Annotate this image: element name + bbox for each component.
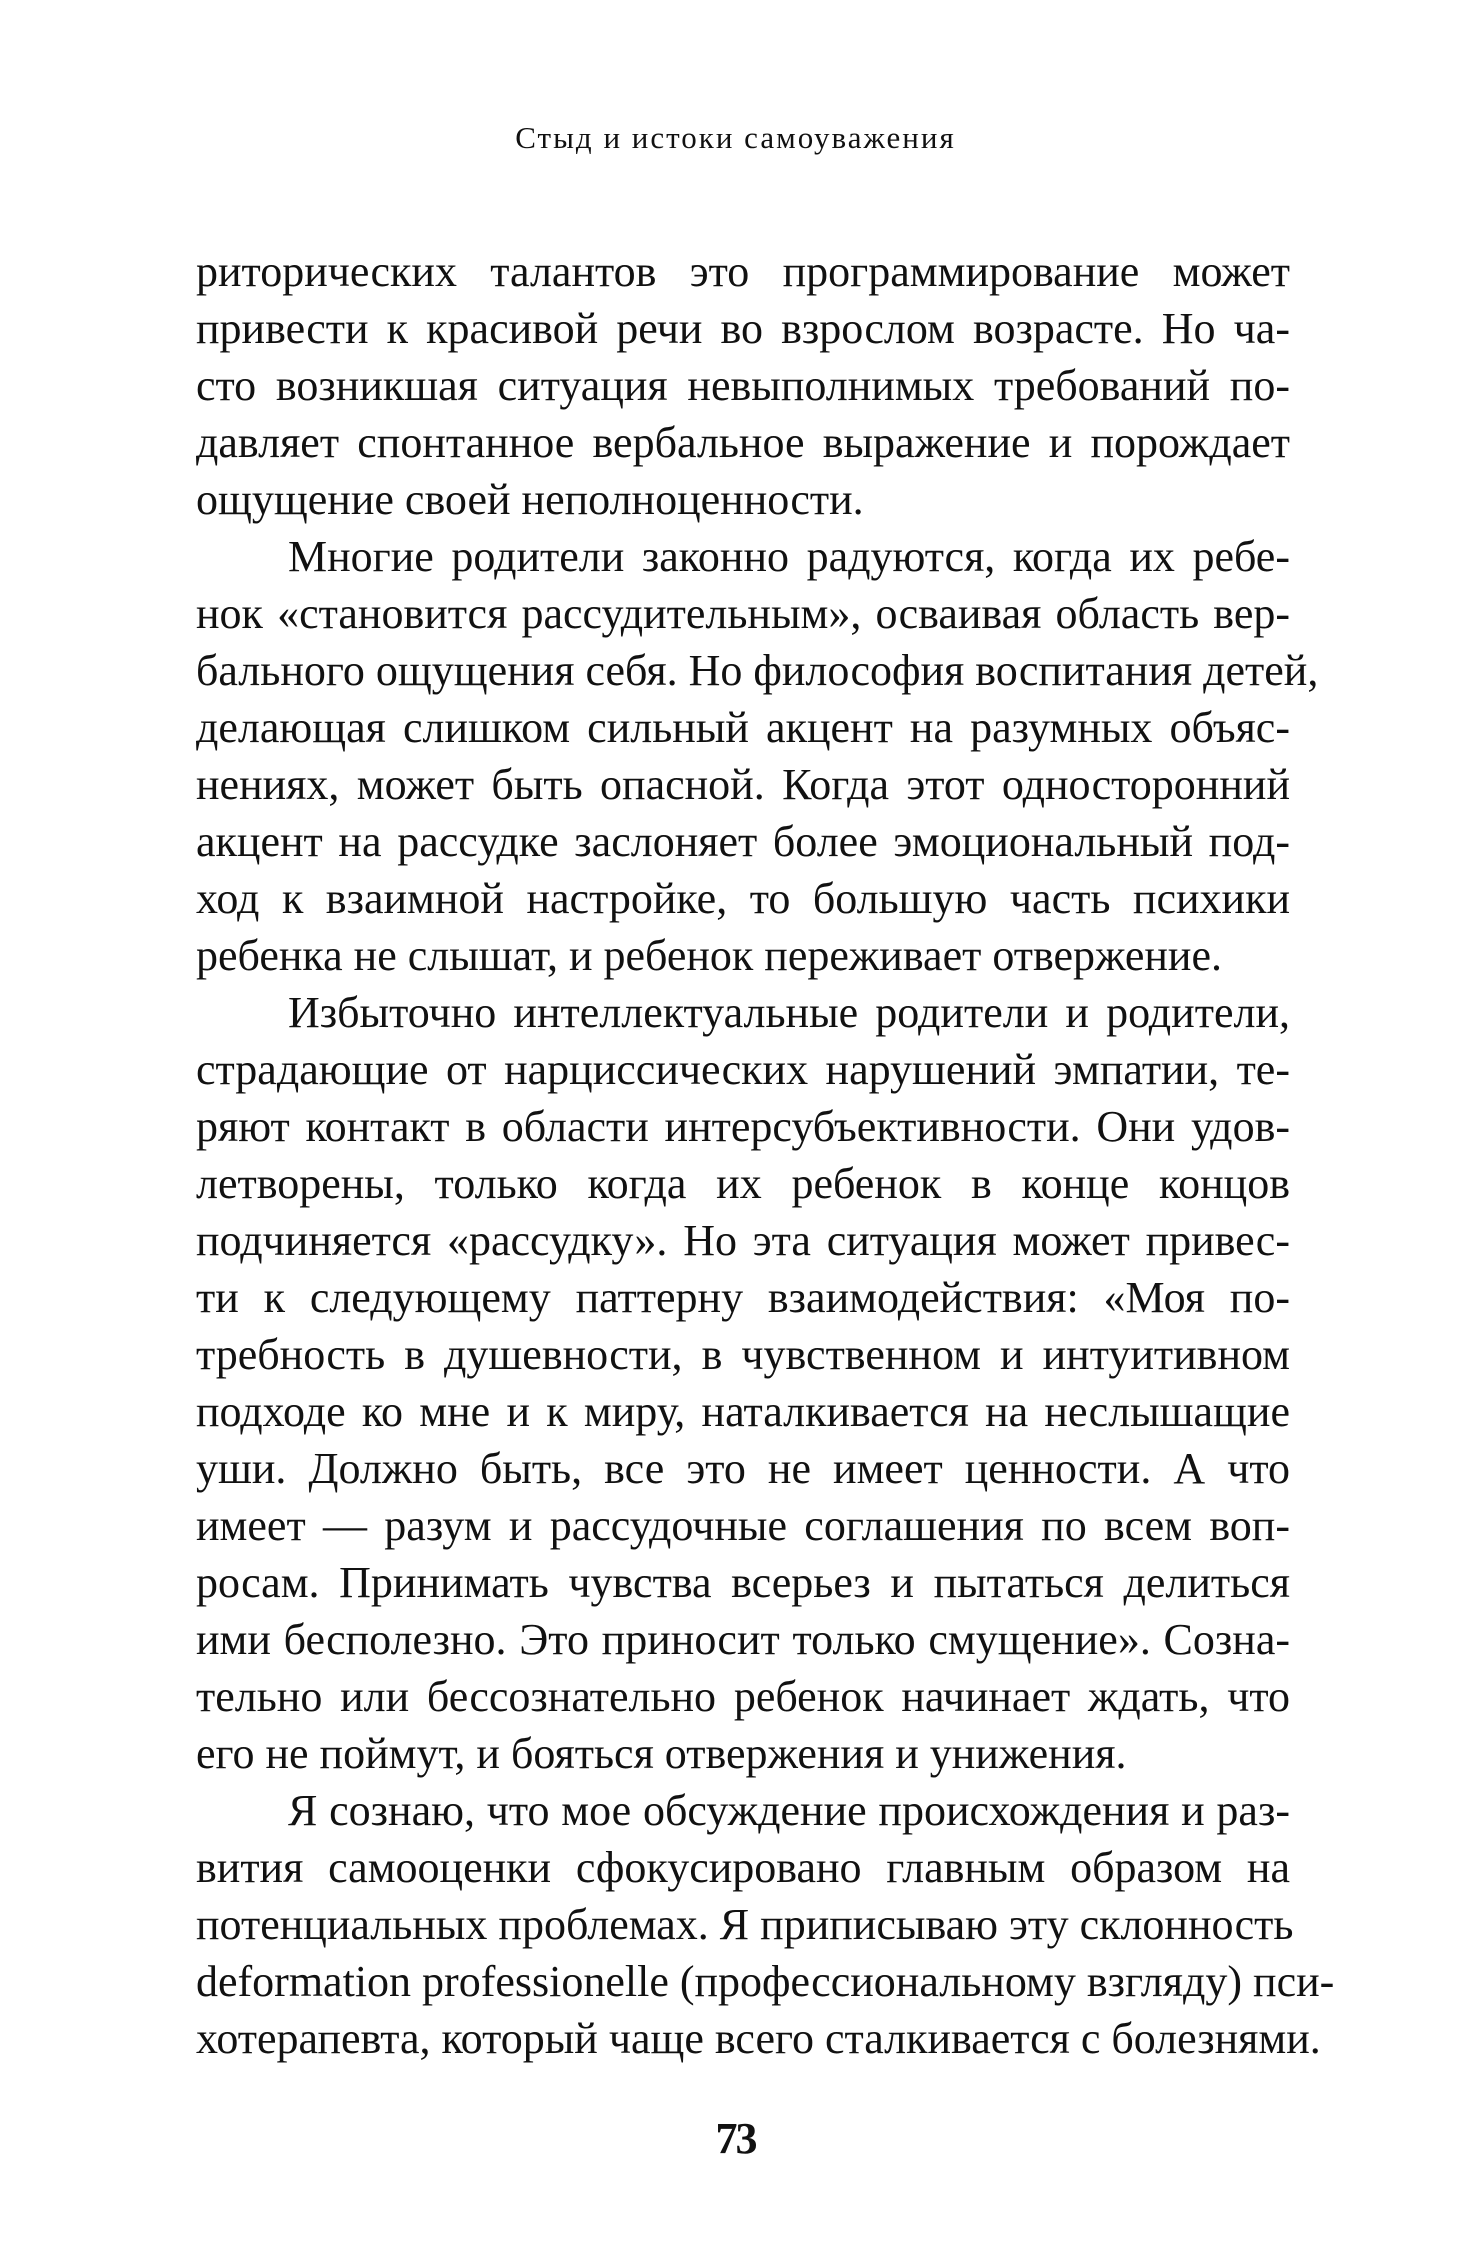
paragraph (196, 1782, 1335, 2067)
text-line: нок «становится рассудительным», осваивая область вер- (196, 589, 1290, 638)
running-head: Стыд и истоки самоуважения (515, 120, 956, 155)
text-line: летворены, только когда их ребенок в конце концов (196, 1159, 1290, 1208)
text-line: уши. Должно быть, все это не имеет ценности. А что (196, 1444, 1290, 1493)
text-line: Избыточно интеллектуальные родители и родители, (288, 988, 1290, 1037)
text-line: Я сознаю, что мое обсуждение происхождения и раз- (288, 1786, 1290, 1835)
text-line: ряют контакт в области интерсубъективности. Они удов- (196, 1102, 1290, 1151)
text-line: хотерапевта, который чаще всего сталкивается с болезнями. (196, 2014, 1321, 2063)
text-line: сто возникшая ситуация невыполнимых требований по- (196, 361, 1290, 410)
page-number: 73 (715, 2114, 756, 2163)
text-line: подходе ко мне и к миру, наталкивается на неслышащие (196, 1387, 1290, 1436)
text-line: ощущение своей неполноценности. (196, 475, 864, 524)
text-line: потенциальных проблемах. Я приписываю эту склонность (196, 1900, 1294, 1949)
text-line: бального ощущения себя. Но философия воспитания детей, (196, 646, 1319, 695)
text-line: страдающие от нарциссических нарушений эмпатии, те- (196, 1045, 1290, 1094)
paragraph (196, 984, 1290, 1782)
text-line: Многие родители законно радуются, когда их ребе- (288, 532, 1290, 581)
text-line: давляет спонтанное вербальное выражение и порождает (196, 418, 1290, 467)
paragraph (196, 243, 1290, 528)
text-line: риторических талантов это программирование может (196, 247, 1290, 296)
text-line: требность в душевности, в чувственном и интуитивном (196, 1330, 1290, 1379)
paragraph (196, 528, 1319, 984)
text-line: акцент на рассудке заслоняет более эмоциональный под- (196, 817, 1290, 866)
text-line: его не поймут, и бояться отвержения и унижения. (196, 1729, 1127, 1778)
text-line: росам. Принимать чувства всерьез и пытаться делиться (196, 1558, 1290, 1607)
text-line: ими бесполезно. Это приносит только смущение». Созна- (196, 1615, 1290, 1664)
text-line: ход к взаимной настройке, то большую часть психики (196, 874, 1290, 923)
text-line: нениях, может быть опасной. Когда этот односторонний (196, 760, 1290, 809)
text-line: ребенка не слышат, и ребенок переживает отвержение. (196, 931, 1223, 980)
text-line: делающая слишком сильный акцент на разумных объяс- (196, 703, 1290, 752)
text-line: тельно или бессознательно ребенок начинает ждать, что (196, 1672, 1290, 1721)
text-line: подчиняется «рассудку». Но эта ситуация может привес- (196, 1216, 1290, 1265)
text-line: deformation professionelle (профессиональному взгляду) пси- (196, 1957, 1335, 2006)
text-line: привести к красивой речи во взрослом возрасте. Но ча- (196, 304, 1290, 353)
text-line: ти к следующему паттерну взаимодействия: «Моя по- (196, 1273, 1290, 1322)
text-line: вития самооценки сфокусировано главным образом на (196, 1843, 1290, 1892)
text-line: имеет — разум и рассудочные соглашения по всем воп- (196, 1501, 1290, 1550)
body-text (196, 243, 1335, 2067)
